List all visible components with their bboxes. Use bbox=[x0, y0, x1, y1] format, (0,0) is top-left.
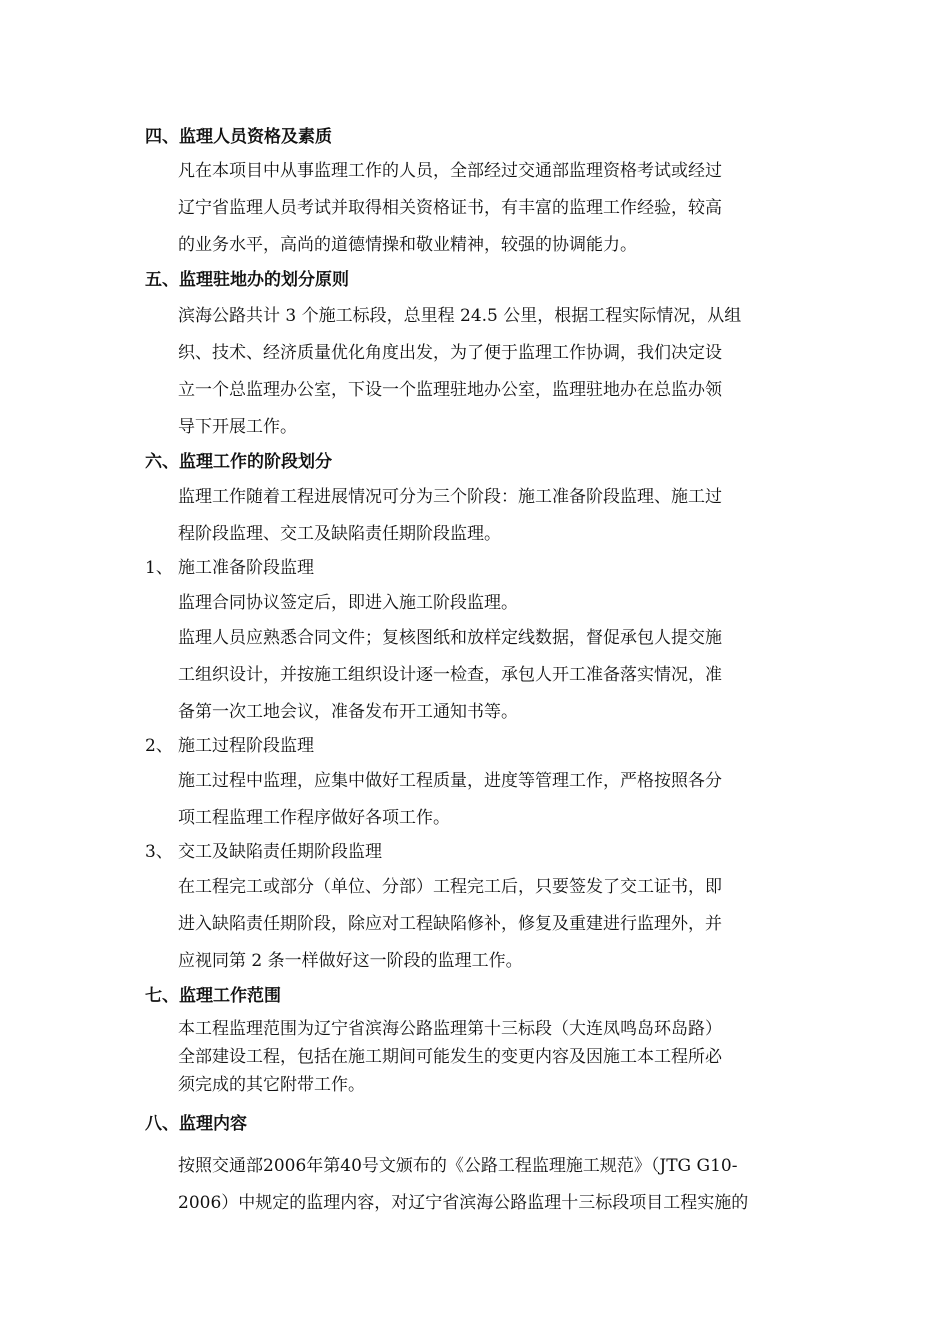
paragraph-line: 导下开展工作。 bbox=[178, 417, 297, 437]
paragraph-line: 应视同第 2 条一样做好这一阶段的监理工作。 bbox=[178, 951, 523, 971]
list-item-title: 交工及缺陷责任期阶段监理 bbox=[178, 842, 382, 862]
list-item-number: 2、 bbox=[145, 736, 173, 756]
paragraph-line: 备第一次工地会议，准备发布开工通知书等。 bbox=[178, 702, 518, 722]
paragraph-line: 监理人员应熟悉合同文件；复核图纸和放样定线数据，督促承包人提交施 bbox=[178, 628, 722, 648]
paragraph-line: 监理工作随着工程进展情况可分为三个阶段：施工准备阶段监理、施工过 bbox=[178, 487, 722, 507]
section-heading-4: 四、监理人员资格及素质 bbox=[145, 127, 332, 147]
section-heading-7: 七、监理工作范围 bbox=[145, 986, 281, 1006]
paragraph-line: 项工程监理工作程序做好各项工作。 bbox=[178, 808, 450, 828]
section-heading-5: 五、监理驻地办的划分原则 bbox=[145, 270, 349, 290]
paragraph-line: 工组织设计，并按施工组织设计逐一检查，承包人开工准备落实情况，准 bbox=[178, 665, 722, 685]
list-item-title: 施工准备阶段监理 bbox=[178, 558, 314, 578]
paragraph-line: 辽宁省监理人员考试并取得相关资格证书，有丰富的监理工作经验，较高 bbox=[178, 198, 722, 218]
paragraph-line: 进入缺陷责任期阶段，除应对工程缺陷修补，修复及重建进行监理外，并 bbox=[178, 914, 722, 934]
paragraph-line: 监理合同协议签定后，即进入施工阶段监理。 bbox=[178, 593, 518, 613]
paragraph-line: 按照交通部2006年第40号文颁布的《公路工程监理施工规范》（JTG G10- bbox=[178, 1156, 738, 1176]
section-heading-8: 八、监理内容 bbox=[145, 1114, 247, 1134]
paragraph-line: 全部建设工程，包括在施工期间可能发生的变更内容及因施工本工程所必 bbox=[178, 1047, 722, 1067]
paragraph-line: 施工过程中监理，应集中做好工程质量，进度等管理工作，严格按照各分 bbox=[178, 771, 722, 791]
list-item-title: 施工过程阶段监理 bbox=[178, 736, 314, 756]
paragraph-line: 滨海公路共计 3 个施工标段，总里程 24.5 公里，根据工程实际情况，从组 bbox=[178, 306, 742, 326]
paragraph-line: 凡在本项目中从事监理工作的人员，全部经过交通部监理资格考试或经过 bbox=[178, 161, 722, 181]
paragraph-line: 立一个总监理办公室，下设一个监理驻地办公室，监理驻地办在总监办领 bbox=[178, 380, 722, 400]
list-item-number: 1、 bbox=[145, 558, 173, 578]
paragraph-line: 在工程完工或部分（单位、分部）工程完工后，只要签发了交工证书，即 bbox=[178, 877, 722, 897]
list-item-number: 3、 bbox=[145, 842, 173, 862]
paragraph-line: 织、技术、经济质量优化角度出发，为了便于监理工作协调，我们决定设 bbox=[178, 343, 722, 363]
paragraph-line: 须完成的其它附带工作。 bbox=[178, 1075, 365, 1095]
paragraph-line: 的业务水平，高尚的道德情操和敬业精神，较强的协调能力。 bbox=[178, 235, 637, 255]
paragraph-line: 2006）中规定的监理内容，对辽宁省滨海公路监理十三标段项目工程实施的 bbox=[178, 1193, 749, 1213]
paragraph-line: 程阶段监理、交工及缺陷责任期阶段监理。 bbox=[178, 524, 501, 544]
paragraph-line: 本工程监理范围为辽宁省滨海公路监理第十三标段（大连凤鸣岛环岛路） bbox=[178, 1019, 722, 1039]
section-heading-6: 六、监理工作的阶段划分 bbox=[145, 452, 332, 472]
